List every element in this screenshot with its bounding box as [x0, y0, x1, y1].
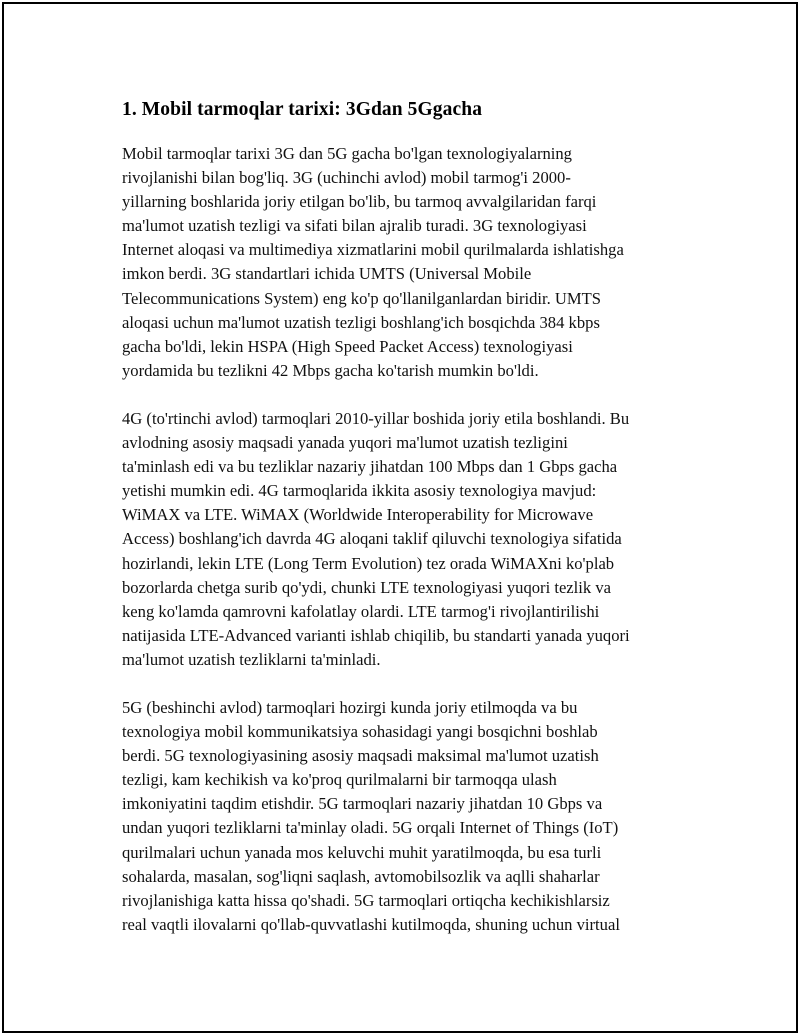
text-line: WiMAX va LTE. WiMAX (Worldwide Interoperability for Microwave	[122, 505, 594, 525]
text-line: Access) boshlang'ich davrda 4G aloqani taklif qiluvchi texnologiya sifatida	[122, 529, 622, 549]
text-line: gacha bo'ldi, lekin HSPA (High Speed Packet Access) texnologiyasi	[122, 336, 573, 356]
text-line: natijasida LTE-Advanced varianti ishlab chiqilib, bu standarti yanada yuqori	[122, 625, 630, 645]
paragraph-5g	[122, 696, 697, 937]
text-line: imkoniyatini taqdim etishdir. 5G tarmoqlari nazariy jihatdan 10 Gbps va	[122, 794, 603, 814]
text-line: ma'lumot uzatish tezliklarni ta'minladi.	[122, 649, 381, 669]
text-line: yetishi mumkin edi. 4G tarmoqlarida ikkita asosiy texnologiya mavjud:	[122, 481, 597, 501]
text-line: tezligi, kam kechikish va ko'proq qurilmalarni bir tarmoqqa ulash	[122, 770, 557, 790]
text-line: real vaqtli ilovalarni qo'llab-quvvatlashi kutilmoqda, shuning uchun virtual	[122, 914, 620, 934]
text-line: ta'minlash edi va bu tezliklar nazariy jihatdan 100 Mbps dan 1 Gbps gacha	[122, 457, 618, 477]
text-line: imkon berdi. 3G standartlari ichida UMTS (Universal Mobile	[122, 264, 532, 284]
section-heading: 1. Mobil tarmoqlar tarixi: 3Gdan 5Ggacha	[122, 99, 483, 120]
text-line: bozorlarda chetga surib qo'ydi, chunki LTE texnologiyasi yuqori tezlik va	[122, 577, 612, 597]
text-line: Internet aloqasi va multimediya xizmatlarini mobil qurilmalarda ishlatishga	[122, 240, 624, 260]
paragraph-4g	[122, 407, 697, 672]
text-line: rivojlanishi bilan bog'liq. 3G (uchinchi avlod) mobil tarmog'i 2000-	[122, 168, 571, 188]
text-line: undan yuqori tezliklarni ta'minlay oladi. 5G orqali Internet of Things (IoT)	[122, 818, 619, 838]
text-line: yillarning boshlarida joriy etilgan bo'lib, bu tarmoq avvalgilaridan farqi	[122, 192, 597, 212]
text-line: avlodning asosiy maqsadi yanada yuqori ma'lumot uzatish tezligini	[122, 433, 568, 453]
text-line: hozirlandi, lekin LTE (Long Term Evolution) tez orada WiMAXni ko'plab	[122, 553, 615, 573]
page-frame	[2, 2, 798, 1033]
text-line: keng ko'lamda qamrovni kafolatlay olardi. LTE tarmog'i rivojlantirilishi	[122, 601, 600, 621]
paragraph-3g	[122, 142, 697, 383]
text-line: berdi. 5G texnologiyasining asosiy maqsadi maksimal ma'lumot uzatish	[122, 746, 599, 766]
text-line: rivojlanishiga katta hissa qo'shadi. 5G tarmoqlari ortiqcha kechikishlarsiz	[122, 890, 610, 910]
text-line: Mobil tarmoqlar tarixi 3G dan 5G gacha bo'lgan texnologiyalarning	[122, 144, 572, 163]
text-line: 4G (to'rtinchi avlod) tarmoqlari 2010-yillar boshida joriy etila boshlandi. Bu	[122, 408, 630, 428]
text-line: 5G (beshinchi avlod) tarmoqlari hozirgi kunda joriy etilmoqda va bu	[122, 697, 578, 717]
text-line: yordamida bu tezlikni 42 Mbps gacha ko'tarish mumkin bo'ldi.	[122, 360, 539, 380]
text-line: aloqasi uchun ma'lumot uzatish tezligi boshlang'ich bosqichda 384 kbps	[122, 312, 600, 332]
document-body	[122, 96, 697, 961]
text-line: qurilmalari uchun yanada mos keluvchi muhit yaratilmoqda, bu esa turli	[122, 842, 602, 862]
text-line: sohalarda, masalan, sog'liqni saqlash, avtomobilsozlik va aqlli shaharlar	[122, 866, 600, 886]
text-line: ma'lumot uzatish tezligi va sifati bilan ajralib turadi. 3G texnologiyasi	[122, 216, 587, 236]
text-line: Telecommunications System) eng ko'p qo'llanilganlardan biridir. UMTS	[122, 288, 602, 308]
text-line: texnologiya mobil kommunikatsiya sohasidagi yangi bosqichni boshlab	[122, 722, 598, 742]
